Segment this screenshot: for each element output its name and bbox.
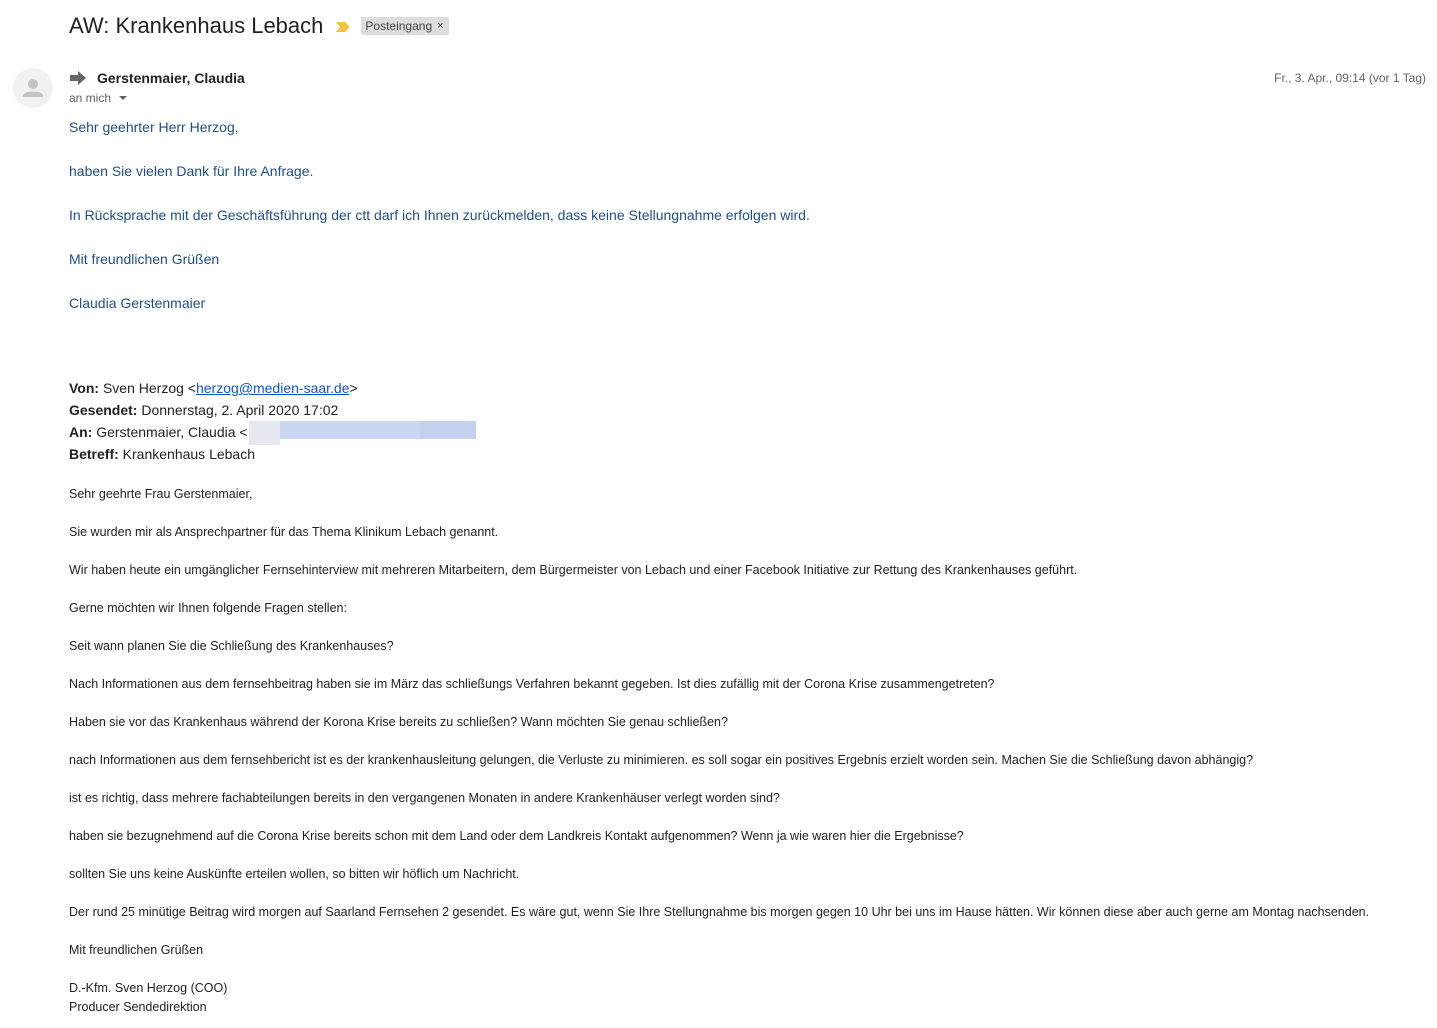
email-date: Fr., 3. Apr., 09:14 (vor 1 Tag) [1274,71,1426,85]
subject-row [69,12,449,40]
quoted-from [69,379,358,401]
sender-row [69,69,245,87]
quoted-from-name: Sven Herzog < [102,380,196,396]
quoted-subject-value: Krankenhaus Lebach [122,446,255,462]
reply-line: haben Sie vielen Dank für Ihre Anfrage. [69,163,314,179]
recipient-text: an mich [69,91,112,105]
body-signature-name: D.-Kfm. Sven Herzog (COO) [69,981,228,995]
body-line: nach Informationen aus dem fernsehbericht ist es der krankenhausleitung gelungen, die Verluste zu minimieren. es soll sogar ein positives Ergebnis erzielt worden sein. Machen Sie die Schließung davon abhängig? [69,753,1254,767]
body-line: Sehr geehrte Frau Gerstenmaier, [69,487,253,501]
quoted-to-label: An: [69,424,93,440]
remove-label-icon[interactable]: × [437,20,444,32]
body-line: haben sie bezugnehmend auf die Corona Krise bereits schon mit dem Land oder dem Landkreis Kontakt aufgenommen? Wenn ja wie waren hier die Ergebnisse? [69,829,964,843]
body-line: Wir haben heute ein umgänglicher Fernsehinterview mit mehreren Mitarbeitern, dem Bürgermeister von Lebach und einer Facebook Initiative zur Rettung des Krankenhauses geführt. [69,563,1078,577]
quoted-from-end: > [349,380,358,396]
quoted-to-value: Gerstenmaier, Claudia < [96,424,248,440]
show-details-chevron-down-icon[interactable] [119,96,127,100]
reply-greeting: Sehr geehrter Herr Herzog, [69,119,239,135]
reply-body [69,118,810,338]
quoted-subject-label: Betreff: [69,446,119,462]
reply-signature: Claudia Gerstenmaier [69,295,206,311]
quoted-subject [69,445,358,467]
recipient-row [69,91,127,105]
body-line: sollten Sie uns keine Auskünfte erteilen wollen, so bitten wir höflich um Nachricht. [69,867,520,881]
body-line: ist es richtig, dass mehrere fachabteilungen bereits in den vergangenen Monaten in andere Krankenhäuser verlegt worden sind? [69,791,780,805]
redaction-box [420,421,476,439]
quoted-from-label: Von: [69,380,100,396]
forwarded-arrow-icon [69,71,87,85]
label-chip-text: Posteingang [365,19,433,33]
body-signature-title: Producer Sendedirektion [69,1000,207,1014]
quoted-sent [69,401,358,423]
person-icon [13,68,53,108]
sender-email-link[interactable]: herzog@medien-saar.de [195,380,350,396]
body-line: Sie wurden mir als Ansprechpartner für das Thema Klinikum Lebach genannt. [69,525,499,539]
email-subject: AW: Krankenhaus Lebach [69,13,324,38]
label-chip-inbox [361,17,448,35]
body-line: Nach Informationen aus dem fernsehbeitrag haben sie im März das schließungs Verfahren bekannt gegeben. Ist dies zufällig mit der Corona Krise zusammengetreten? [69,677,995,691]
original-message-body [69,486,1369,1028]
importance-marker-icon[interactable] [335,21,351,33]
redaction-box [249,421,280,445]
body-line: Haben sie vor das Krankenhaus während der Korona Krise bereits zu schließen? Wann möchten Sie genau schließen? [69,715,728,729]
sender-name[interactable]: Gerstenmaier, Claudia [97,70,245,86]
body-line: Mit freundlichen Grüßen [69,943,204,957]
sender-avatar[interactable] [13,68,53,108]
reply-line: In Rücksprache mit der Geschäftsführung der ctt darf ich Ihnen zurückmelden, dass keine Stellungnahme erfolgen wird. [69,207,810,223]
body-line: Gerne möchten wir Ihnen folgende Fragen stellen: [69,601,347,615]
redaction-box [280,421,420,439]
reply-closing: Mit freundlichen Grüßen [69,251,220,267]
body-line: Seit wann planen Sie die Schließung des Krankenhauses? [69,639,394,653]
body-line: Der rund 25 minütige Beitrag wird morgen auf Saarland Fernsehen 2 gesendet. Es wäre gut, wenn Sie Ihre Stellungnahme bis morgen gegen 10 Uhr bei uns im Hause hätten. Wir können diese aber auch gerne am Montag nachsenden. [69,905,1370,919]
quoted-sent-label: Gesendet: [69,402,138,418]
quoted-sent-value: Donnerstag, 2. April 2020 17:02 [141,402,339,418]
